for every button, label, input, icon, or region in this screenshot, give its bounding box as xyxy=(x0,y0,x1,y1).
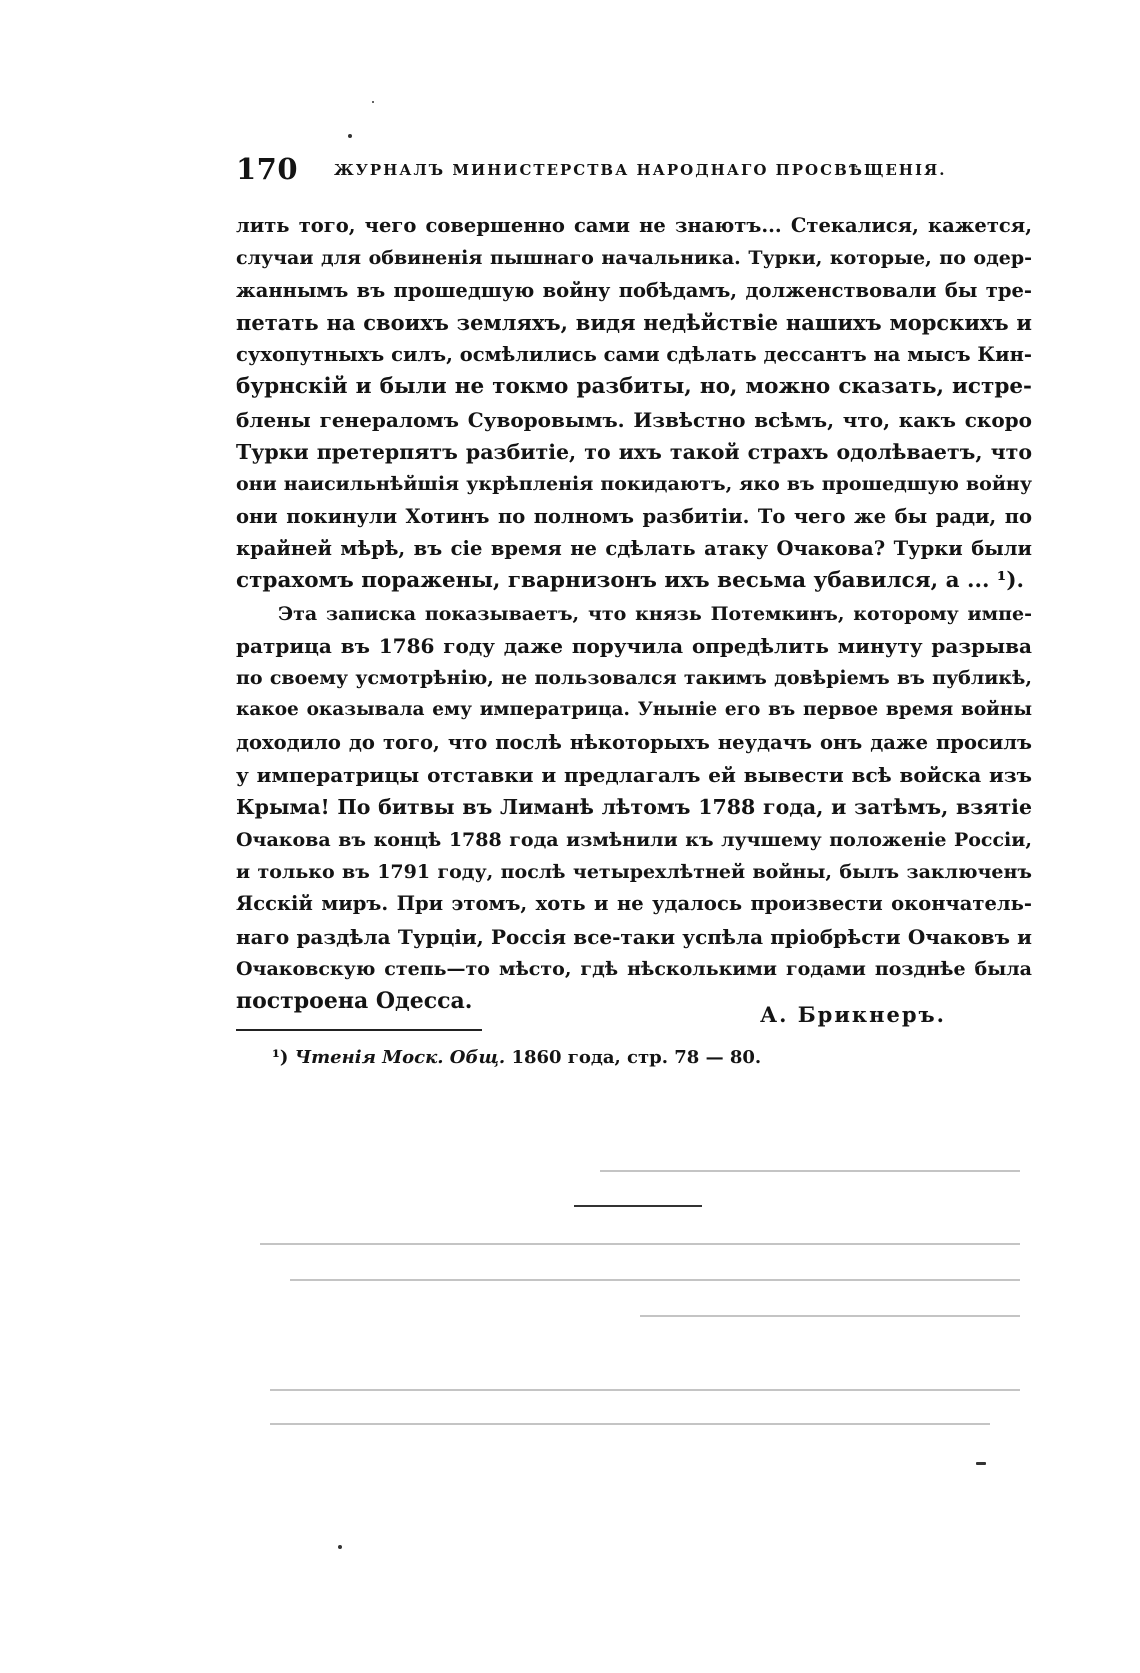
text-line: страхомъ поражены, гварнизонъ ихъ весьма убавился, а ... ¹). xyxy=(236,568,1025,594)
text-line: крайней мѣрѣ, въ сіе время не сдѣлать атаку Очакова? Турки были xyxy=(236,536,1032,560)
bleed-through-line xyxy=(260,1243,1020,1245)
text-line: блены генераломъ Суворовымъ. Извѣстно всѣмъ, что, какъ скоро xyxy=(236,407,1032,432)
footnote-separator xyxy=(236,1029,482,1031)
text-line: по своему усмотрѣнію, не пользовался такимъ довѣріемъ въ публикѣ, xyxy=(236,667,1032,690)
text-line: случаи для обвиненія пышнаго начальника. Турки, которые, по одер- xyxy=(236,247,1032,270)
text-line: сухопутныхъ силъ, осмѣлились сами сдѣлать дессантъ на мысъ Кин- xyxy=(236,343,1032,367)
text-line: наго раздѣла Турціи, Россія все-таки успѣла пріобрѣсти Очаковъ и xyxy=(236,924,1032,949)
text-line: Очаковскую степь—то мѣсто, гдѣ нѣсколькими годами позднѣе была xyxy=(236,957,1032,980)
text-line: Турки претерпятъ разбитіе, то ихъ такой страхъ одолѣваетъ, что xyxy=(236,440,1032,465)
text-line: доходило до того, что послѣ нѣкоторыхъ неудачъ онъ даже просилъ xyxy=(236,730,1032,754)
scan-speck xyxy=(348,134,352,138)
page-number: 170 xyxy=(236,152,299,186)
bleed-through-line xyxy=(290,1279,1020,1281)
scan-speck xyxy=(338,1545,342,1549)
bleed-through-line xyxy=(270,1423,990,1425)
bleed-through-line xyxy=(270,1389,1020,1391)
bleed-through-line xyxy=(640,1315,1020,1317)
page-header xyxy=(236,152,1032,192)
scan-speck xyxy=(372,101,374,103)
text-line: Ясскій миръ. При этомъ, хоть и не удалось произвести окончатель- xyxy=(236,892,1032,916)
text-line: они покинули Хотинъ по полномъ разбитіи. То чего же бы ради, по xyxy=(236,504,1032,528)
text-line: Крыма! По битвы въ Лиманѣ лѣтомъ 1788 года, и затѣмъ, взятіе xyxy=(236,795,1032,820)
text-line: петать на своихъ земляхъ, видя недѣйствіе нашихъ морскихъ и xyxy=(236,309,1032,335)
running-title: ЖУРНАЛЪ МИНИСТЕРСТВА НАРОДНАГО ПРОСВѢЩЕНІЯ. xyxy=(334,161,947,179)
text-line: бурнскій и были не токмо разбиты, но, можно сказать, истре- xyxy=(236,374,1032,400)
author-signature: А. Брикнеръ. xyxy=(760,1002,946,1027)
bleed-through-line xyxy=(600,1170,1020,1172)
text-line: ратрица въ 1786 году даже поручила опредѣлить минуту разрыва xyxy=(236,633,1032,658)
text-line: лить того, чего совершенно сами не знаютъ... Стекалися, кажется, xyxy=(236,214,1032,237)
text-line: Очакова въ концѣ 1788 года измѣнили къ лучшему положеніе Россіи, xyxy=(236,828,1032,851)
text-line: какое оказывала ему императрица. Уныніе его въ первое время войны xyxy=(236,699,1032,721)
footnote xyxy=(272,1047,761,1068)
scan-speck xyxy=(976,1462,986,1465)
footnote-reference: 1860 года, стр. 78 — 80. xyxy=(511,1047,762,1068)
body-text xyxy=(236,210,1032,1017)
text-line: и только въ 1791 году, послѣ четырехлѣтней войны, былъ заключенъ xyxy=(236,860,1032,883)
text-line: жаннымъ въ прошедшую войну побѣдамъ, долженствовали бы тре- xyxy=(236,278,1032,302)
text-line: Эта записка показываетъ, что князь Потемкинъ, которому импе- xyxy=(278,602,1032,625)
text-line: они наисильнѣйшія укрѣпленія покидаютъ, яко въ прошедшую войну xyxy=(236,473,1032,496)
footnote-source: Чтенія Моск. Общ. xyxy=(294,1047,506,1068)
bleed-through-rule xyxy=(574,1205,702,1207)
footnote-marker: ¹) xyxy=(272,1047,289,1068)
text-line: у императрицы отставки и предлагалъ ей вывести всѣ войска изъ xyxy=(236,763,1032,788)
text-line: построена Одесса. xyxy=(236,988,473,1015)
